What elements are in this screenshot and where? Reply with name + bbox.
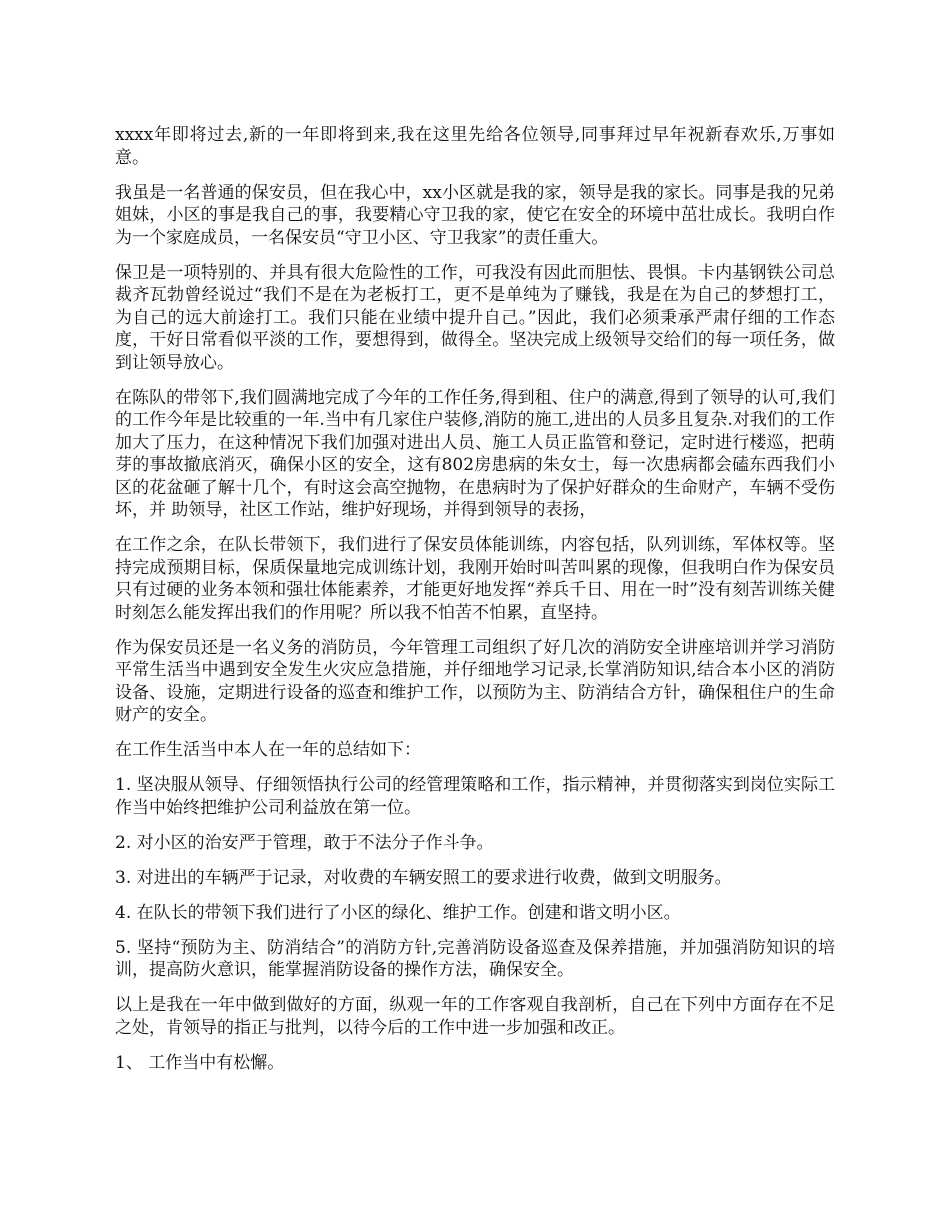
list-item-3: 3. 对进出的车辆严于记录，对收费的车辆安照工的要求进行收费，做到文明服务。 xyxy=(115,867,732,888)
paragraph-identity: 我虽是一名普通的保安员，但在我心中，xx小区就是我的家，领导是我的家长。同事是我的兄弟姐妹，小区的事是我自己的事，我要精心守卫我的家，使它在安全的环境中茁壮成长。我明白作为一个家庭成员，一名保安员“守卫小区、守卫我家”的责任重大。 xyxy=(115,182,835,248)
shortcoming-item-1: 1、 工作当中有松懈。 xyxy=(115,1052,285,1073)
paragraph-fire-safety: 作为保安员还是一名义务的消防员，今年管理工司组织了好几次的消防安全讲座培训并学习消防平常生活当中遇到安全发生火灾应急措施，并仔细地学习记录,长掌消防知识,结合本小区的消防设备、设施，定期进行设备的巡查和维护工作，以预防为主、防消结合方针，确保租住户的生命财产的安全。 xyxy=(115,637,835,725)
paragraph-self-review: 以上是我在一年中做到做好的方面，纵观一年的工作客观自我剖析，自己在下列中方面存在不足之处，肯领导的指正与批判，以待今后的工作中进一步加强和改正。 xyxy=(115,995,835,1038)
paragraph-intro: xxxx年即将过去,新的一年即将到来,我在这里先给各位领导,同事拜过早年祝新春欢乐,万事如意。 xyxy=(115,125,835,168)
list-item-2: 2. 对小区的治安严于管理，敢于不法分子作斗争。 xyxy=(115,832,494,853)
list-item-5: 5. 坚持“预防为主、防消结合”的消防方针,完善消防设备巡查及保养措施，并加强消防知识的培训，提高防火意识，能掌握消防设备的操作方法，确保安全。 xyxy=(115,937,835,980)
list-item-1: 1. 坚决服从领导、仔细领悟执行公司的经管理策略和工作，指示精神，并贯彻落实到岗位实际工作当中始终把维护公司利益放在第一位。 xyxy=(115,775,835,818)
paragraph-training: 在工作之余，在队长带领下，我们进行了保安员体能训练，内容包括，队列训练，军体权等。坚持完成预期目标，保质保量地完成训练计划，我刚开始时叫苦叫累的现像，但我明白作为保安员只有过硬的业务本领和强壮体能素养，才能更好地发挥“养兵千日、用在一时”没有刻苦训练关健时刻怎么能发挥出我们的作用呢？所以我不怕苦不怕累，直坚持。 xyxy=(115,535,835,623)
list-item-4: 4. 在队长的带领下我们进行了小区的绿化、维护工作。创建和谐文明小区。 xyxy=(115,902,681,923)
paragraph-summary-heading: 在工作生活当中本人在一年的总结如下： xyxy=(115,740,421,760)
document-body xyxy=(115,124,835,1087)
paragraph-security-work: 保卫是一项特别的、并具有很大危险性的工作，可我没有因此而胆怯、畏惧。卡内基钢铁公司总裁齐瓦勃曾经说过“我们不是在为老板打工，更不是单纯为了赚钱，我是在为自己的梦想打工，为自己的远大前途打工。我们只能在业绩中提升自己。”因此，我们必须秉承严肃仔细的工作态度，干好日常看似平淡的工作，要想得到，做得全。坚决完成上级领导交给们的每一项任务，做到让领导放心。 xyxy=(115,262,835,373)
paragraph-achievements: 在陈队的带邻下,我们圆满地完成了今年的工作任务,得到租、住户的满意,得到了领导的认可,我们的工作今年是比较重的一年.当中有几家住户装修,消防的施工,进出的人员多且复杂.对我们的工作加大了压力，在这种情况下我们加强对进出人员、施工人员正监管和登记，定时进行楼巡，把萌芽的事故撤底消灭，确保小区的安全，这有802房患病的朱女士，每一次患病都会磕东西我们小区的花盆砸了解十几个，有时这会高空抛物，在患病时为了保护好群众的生命财产，车辆不受伤坏，并 助领导，社区工作站，维护好现场，并得到领导的表扬， xyxy=(115,387,835,520)
